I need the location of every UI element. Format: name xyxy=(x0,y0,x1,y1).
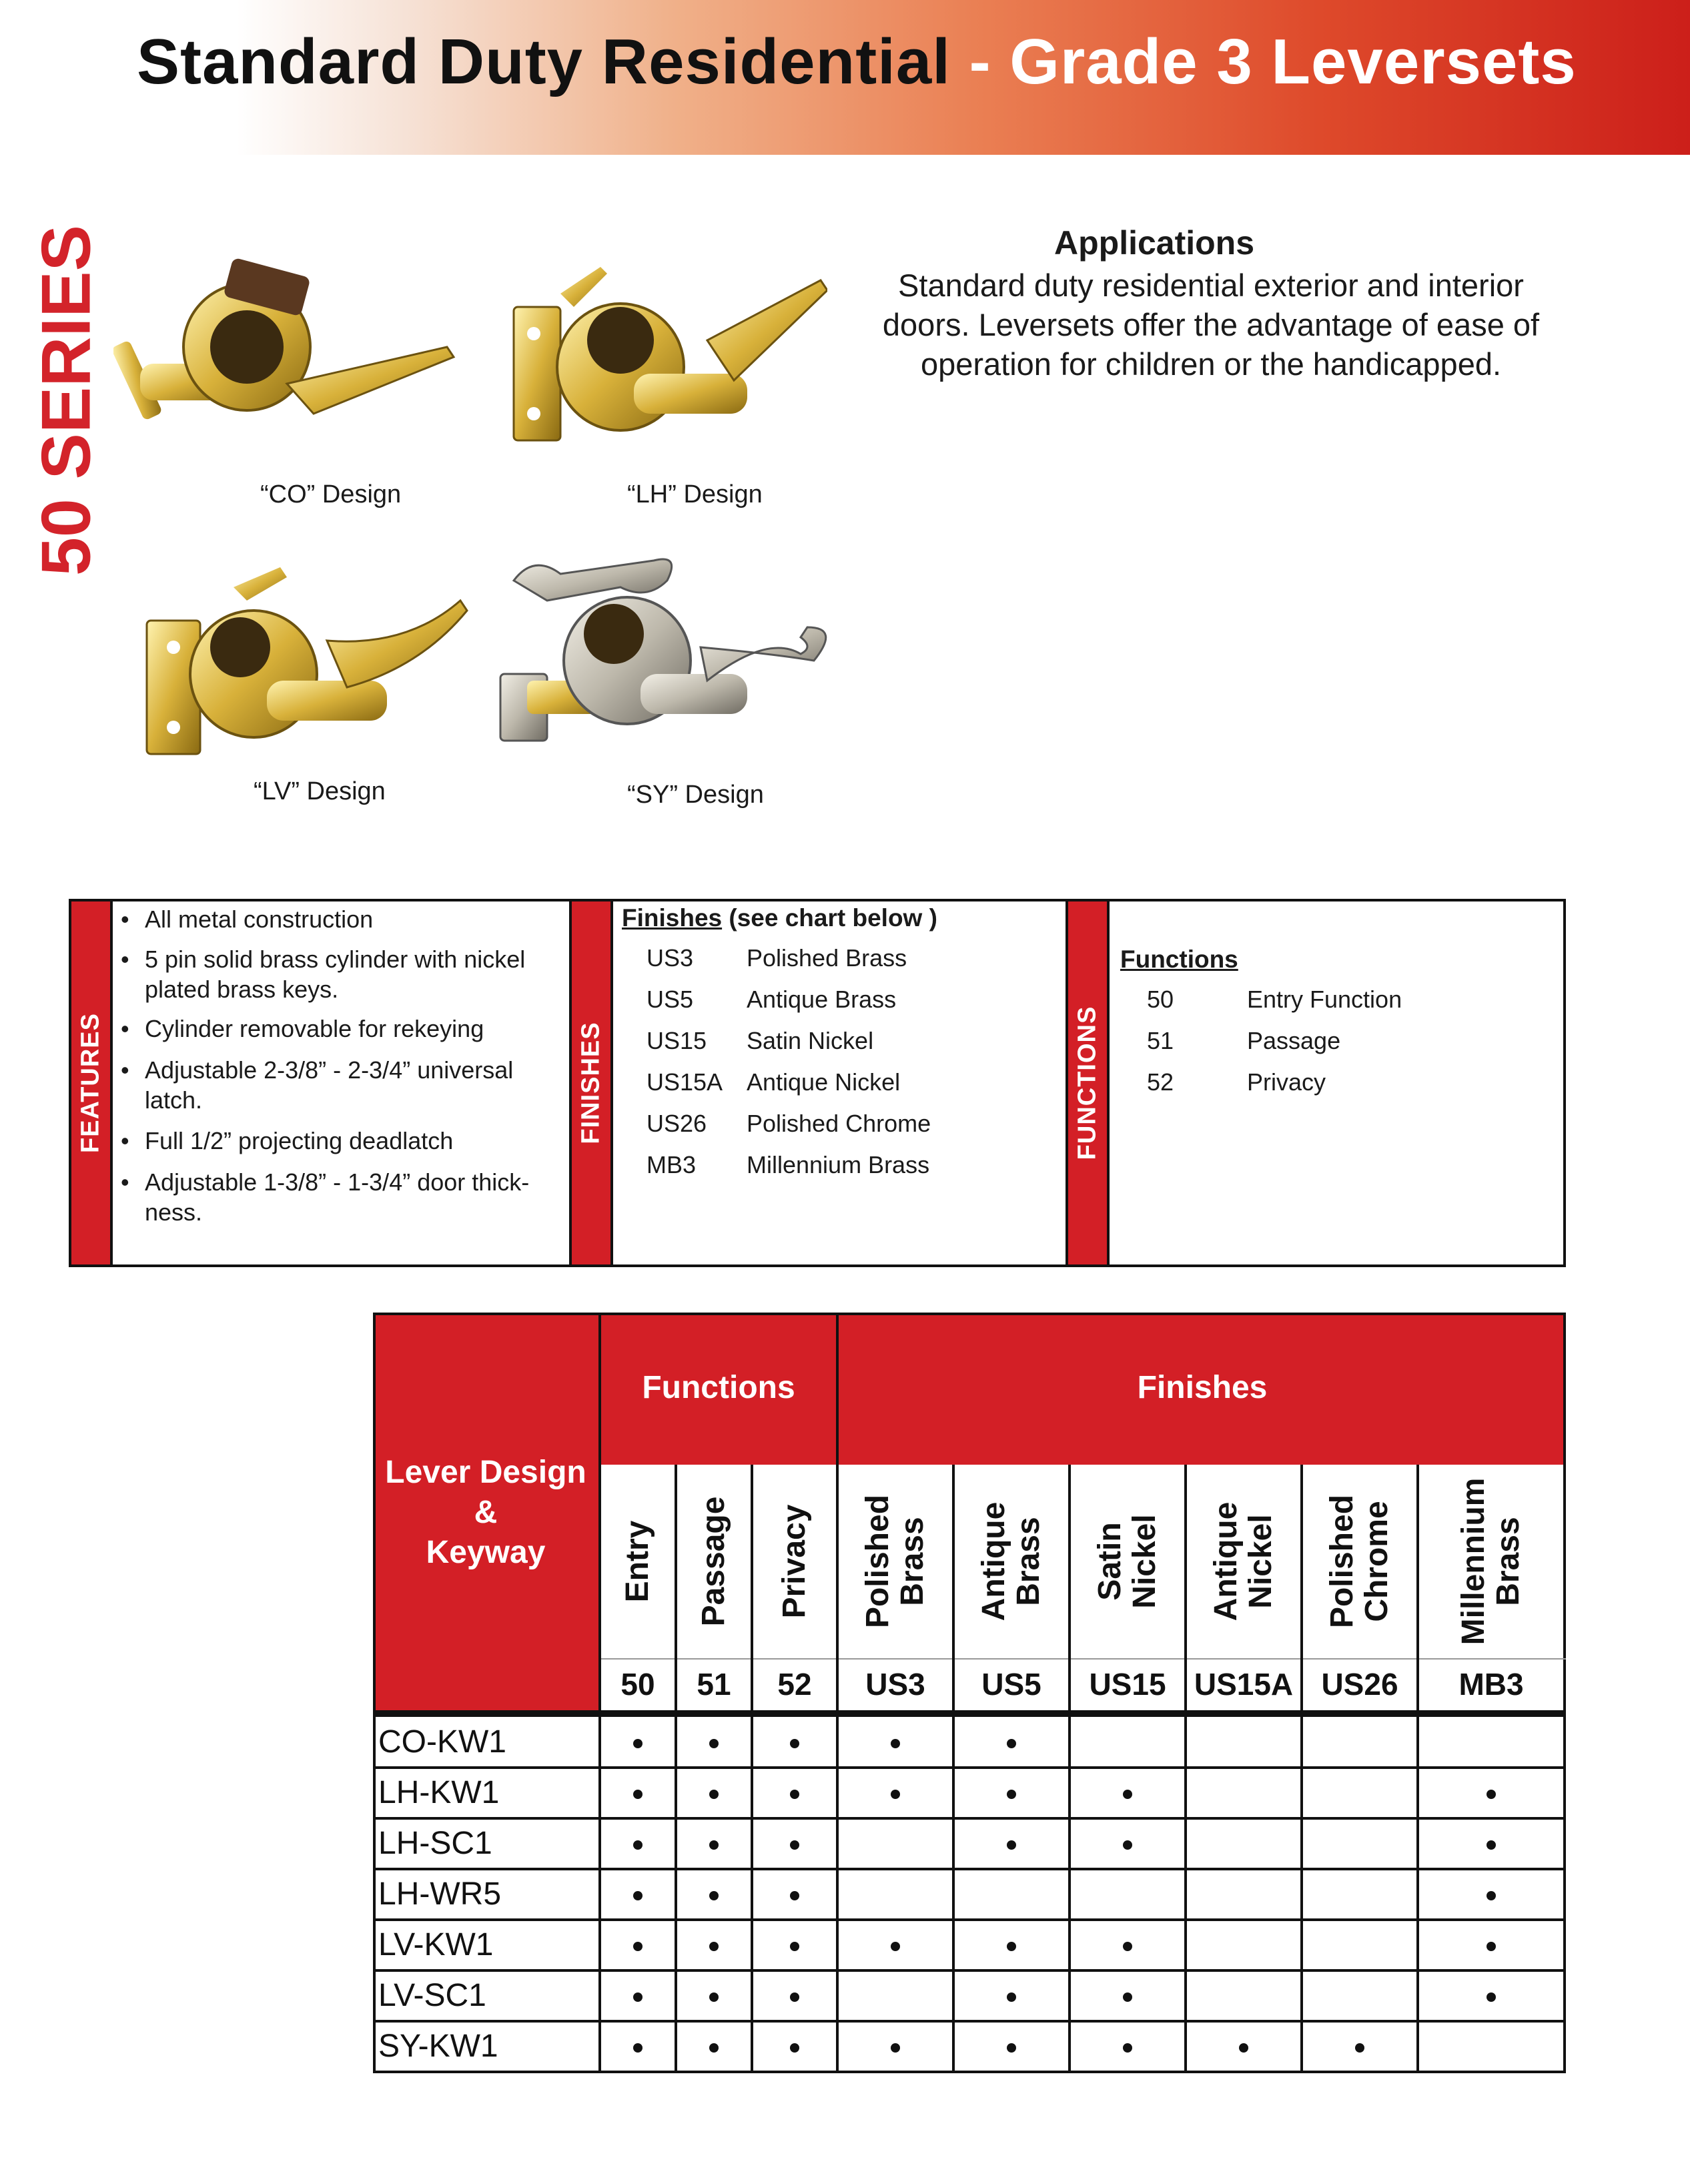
row-divider xyxy=(373,1868,1566,1870)
column-header-text: Passage xyxy=(696,1496,731,1627)
bullet-icon: • xyxy=(121,946,129,973)
row-divider xyxy=(373,1817,1566,1820)
column-code: US3 xyxy=(865,1667,925,1702)
table-border xyxy=(1563,1313,1566,2072)
finishes-heading: Finishes (see chart below ) xyxy=(622,904,937,932)
bullet-icon xyxy=(633,1840,643,1850)
column-header xyxy=(839,1465,952,1658)
bullet-icon xyxy=(1487,1790,1496,1799)
function-name: Entry Function xyxy=(1247,986,1402,1013)
column-header xyxy=(601,1465,675,1658)
table-row-label: LH-KW1 xyxy=(378,1775,500,1810)
finish-name: Millennium Brass xyxy=(747,1151,930,1178)
feature-item-4: Adjustable 2-3/8” - 2-3/4” universal latch. xyxy=(145,1056,514,1114)
product-caption-sy: “SY” Design xyxy=(627,781,764,809)
code-divider xyxy=(601,1658,1566,1660)
function-code: 51 xyxy=(1147,1027,1174,1054)
bullet-icon xyxy=(709,1942,719,1951)
series-label xyxy=(27,224,107,577)
bullet-icon xyxy=(633,1942,643,1951)
row-divider xyxy=(373,1918,1566,1921)
bullet-icon xyxy=(1123,1790,1132,1799)
product-caption-lh: “LH” Design xyxy=(627,480,763,508)
column-header-text: Satin Nickel xyxy=(1092,1514,1162,1609)
header-divider xyxy=(373,1710,1566,1717)
column-header-text: Antique Brass xyxy=(976,1501,1046,1621)
column-header xyxy=(1187,1465,1300,1658)
functions-divider xyxy=(1107,901,1110,1264)
finishes-divider xyxy=(610,901,613,1264)
feature-item-6: Adjustable 1-3/8” - 1-3/4” door thick- ness. xyxy=(145,1168,530,1226)
column-header-text: Entry xyxy=(620,1520,655,1603)
title-white-part: Grade 3 Leversets xyxy=(1009,26,1577,97)
bullet-icon xyxy=(709,2043,719,2053)
column-header xyxy=(1071,1465,1184,1658)
row-divider xyxy=(373,1969,1566,1972)
bullet-icon: • xyxy=(121,905,129,933)
finish-name: Antique Brass xyxy=(747,986,897,1013)
finishes-header: Finishes xyxy=(1137,1370,1268,1405)
finishes-label: FINISHES xyxy=(576,1022,605,1144)
column-code: 51 xyxy=(697,1667,731,1702)
bullet-icon: • xyxy=(121,1056,129,1084)
feature-item-2: 5 pin solid brass cylinder with nickel plated brass keys. xyxy=(145,946,526,1003)
finish-name: Polished Brass xyxy=(747,944,907,972)
bullet-icon xyxy=(1007,1739,1016,1748)
functions-heading: Functions xyxy=(1120,946,1238,973)
features-sidebar xyxy=(71,901,110,1264)
bullet-icon xyxy=(633,1739,643,1748)
bullet-icon xyxy=(633,1790,643,1799)
corner-header-text xyxy=(373,1453,598,1573)
bullet-icon xyxy=(633,2043,643,2053)
column-header-text: Polished Brass xyxy=(860,1494,930,1629)
bullet-icon xyxy=(790,2043,799,2053)
functions-label: FUNCTIONS xyxy=(1073,1006,1102,1160)
bullet-icon xyxy=(709,1790,719,1799)
column-code: US15A xyxy=(1194,1667,1294,1702)
column-code: MB3 xyxy=(1458,1667,1524,1702)
feature-item-5: Full 1/2” projecting deadlatch xyxy=(145,1127,454,1154)
bullet-icon xyxy=(790,1891,799,1900)
bullet-icon xyxy=(1355,2043,1364,2053)
function-code: 52 xyxy=(1147,1068,1174,1096)
features-divider xyxy=(110,901,113,1264)
bullet-icon xyxy=(891,1790,900,1799)
column-code: US26 xyxy=(1321,1667,1398,1702)
finishes-sidebar xyxy=(572,901,610,1264)
row-divider xyxy=(373,2020,1566,2023)
functions-header: Functions xyxy=(642,1370,795,1405)
bullet-icon xyxy=(891,2043,900,2053)
bullet-icon xyxy=(1007,1790,1016,1799)
column-header-text: Privacy xyxy=(777,1504,812,1619)
function-name: Privacy xyxy=(1247,1068,1326,1096)
title-separator: - xyxy=(950,26,1010,97)
bullet-icon: • xyxy=(121,1127,129,1154)
table-row-label: LH-WR5 xyxy=(378,1876,502,1912)
bullet-icon xyxy=(1487,1942,1496,1951)
finish-code: US15 xyxy=(647,1027,707,1054)
page-title xyxy=(137,25,1577,99)
column-header xyxy=(753,1465,836,1658)
table-border xyxy=(373,1313,376,2072)
finish-name: Polished Chrome xyxy=(747,1110,931,1137)
product-caption-co: “CO” Design xyxy=(260,480,402,508)
function-name: Passage xyxy=(1247,1027,1341,1054)
finish-name: Satin Nickel xyxy=(747,1027,874,1054)
product-image-co xyxy=(113,240,460,440)
table-row-label: SY-KW1 xyxy=(378,2029,498,2064)
product-caption-lv: “LV” Design xyxy=(254,777,386,805)
bullet-icon xyxy=(1123,1840,1132,1850)
functions-sidebar xyxy=(1068,901,1107,1264)
table-row-label: LV-KW1 xyxy=(378,1927,494,1962)
bullet-icon xyxy=(1123,2043,1132,2053)
bullet-icon xyxy=(709,1891,719,1900)
applications-line-3: operation for children or the handicapped. xyxy=(920,346,1502,382)
finish-code: US5 xyxy=(647,986,694,1013)
column-code: 50 xyxy=(620,1667,655,1702)
bullet-icon xyxy=(790,1840,799,1850)
table-row-label: LV-SC1 xyxy=(378,1978,486,2013)
bullet-icon xyxy=(1487,1840,1496,1850)
function-code: 50 xyxy=(1147,986,1174,1013)
bullet-icon xyxy=(1123,1992,1132,2002)
column-header-text: Polished Chrome xyxy=(1324,1494,1394,1629)
column-header-text: Antique Nickel xyxy=(1208,1501,1278,1621)
finish-code: MB3 xyxy=(647,1151,697,1178)
bullet-icon xyxy=(1487,1992,1496,2002)
bullet-icon xyxy=(709,1739,719,1748)
table-border xyxy=(373,2071,1566,2073)
table-row-label: CO-KW1 xyxy=(378,1724,506,1760)
finish-code: US26 xyxy=(647,1110,707,1137)
bullet-icon xyxy=(790,1992,799,2002)
row-divider xyxy=(373,1766,1566,1769)
bullet-icon xyxy=(1007,2043,1016,2053)
table-border xyxy=(373,1313,1566,1315)
corner-header-line: Keyway xyxy=(426,1535,546,1570)
bullet-icon xyxy=(891,1942,900,1951)
bullet-icon xyxy=(1123,1942,1132,1951)
bullet-icon: • xyxy=(121,1015,129,1042)
bullet-icon xyxy=(633,1891,643,1900)
column-code: 52 xyxy=(777,1667,812,1702)
bullet-icon: • xyxy=(121,1168,129,1196)
product-image-sy xyxy=(487,547,834,747)
bullet-icon xyxy=(1007,1942,1016,1951)
column-header-text: Millennium Brass xyxy=(1456,1477,1526,1646)
bullet-icon xyxy=(1239,2043,1248,2053)
column-code: US15 xyxy=(1089,1667,1166,1702)
column-header xyxy=(677,1465,751,1658)
corner-header-line: Lever Design xyxy=(385,1455,586,1490)
features-label: FEATURES xyxy=(76,1013,105,1153)
series-label-text: 50 SERIES xyxy=(27,224,105,577)
bullet-icon xyxy=(633,1992,643,2002)
title-black-part: Standard Duty Residential xyxy=(137,26,951,97)
bullet-icon xyxy=(790,1739,799,1748)
product-image-lv xyxy=(127,561,474,761)
finish-code: US15A xyxy=(647,1068,723,1096)
applications-line-2: doors. Leversets offer the advantage of ease of xyxy=(882,307,1540,342)
column-divider xyxy=(598,1313,601,2072)
column-header xyxy=(1303,1465,1416,1658)
bullet-icon xyxy=(790,1942,799,1951)
bullet-icon xyxy=(709,1992,719,2002)
column-code: US5 xyxy=(981,1667,1041,1702)
column-header xyxy=(955,1465,1068,1658)
column-divider xyxy=(836,1313,839,2072)
bullet-icon xyxy=(790,1790,799,1799)
finish-name: Antique Nickel xyxy=(747,1068,901,1096)
bullet-icon xyxy=(709,1840,719,1850)
applications-line-1: Standard duty residential exterior and interior xyxy=(898,268,1524,303)
corner-header-line: & xyxy=(474,1495,498,1530)
feature-item-3: Cylinder removable for rekeying xyxy=(145,1015,484,1042)
table-row-label: LH-SC1 xyxy=(378,1826,492,1861)
bullet-icon xyxy=(1007,1992,1016,2002)
bullet-icon xyxy=(1487,1891,1496,1900)
feature-item-1: All metal construction xyxy=(145,905,374,933)
compatibility-table xyxy=(373,1313,1566,2079)
bullet-icon xyxy=(1007,1840,1016,1850)
applications-title: Applications xyxy=(1054,224,1255,262)
bullet-icon xyxy=(891,1739,900,1748)
info-box xyxy=(69,899,1566,1267)
column-header xyxy=(1419,1465,1563,1658)
product-image-lh xyxy=(480,254,827,454)
finish-code: US3 xyxy=(647,944,694,972)
